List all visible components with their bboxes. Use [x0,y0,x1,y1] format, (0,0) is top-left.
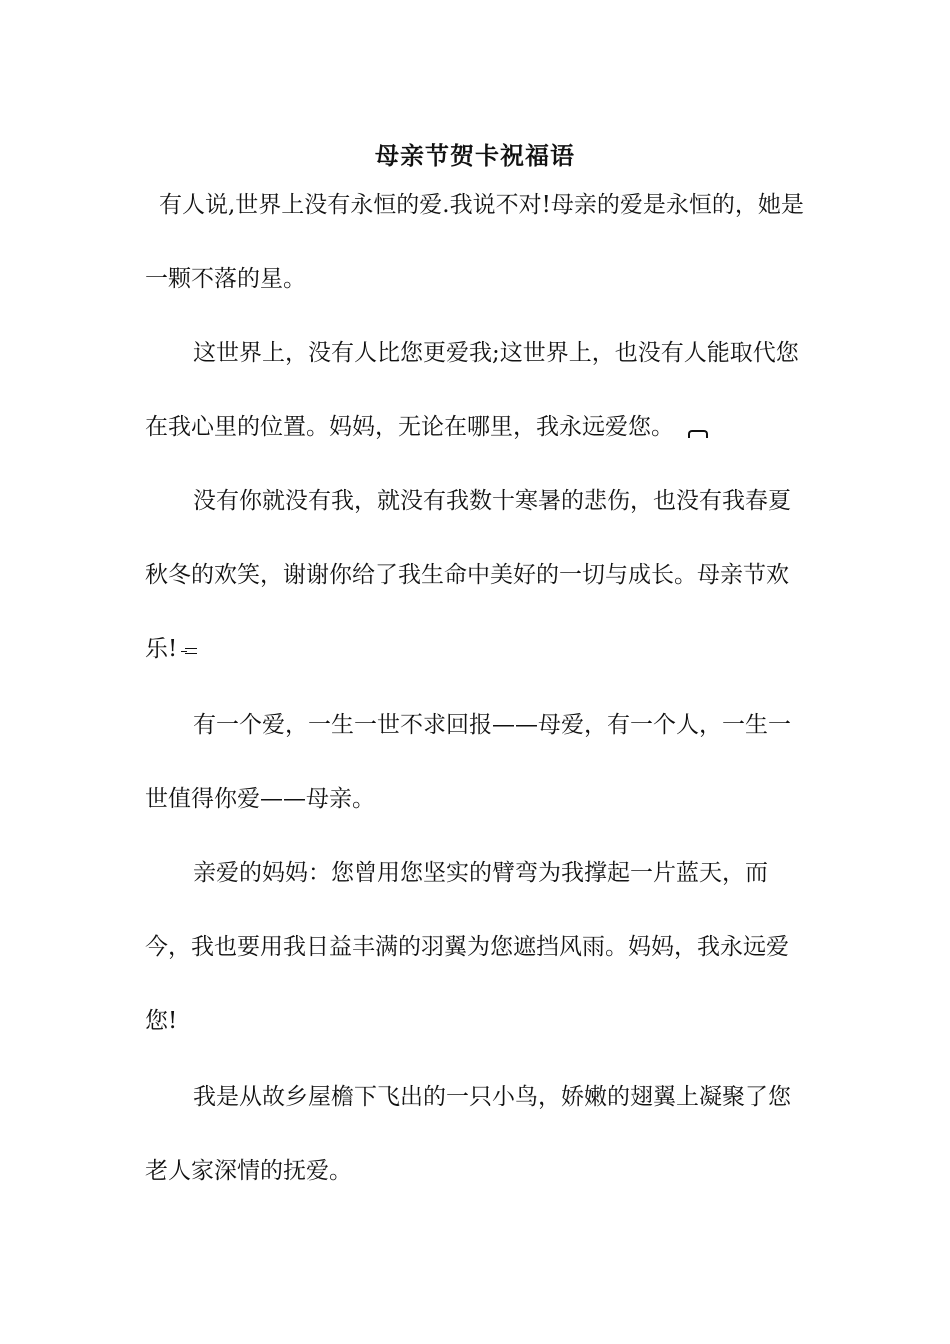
paragraph-3-text: 没有你就没有我，就没有我数十寒暑的悲伤，也没有我春夏秋冬的欢笑，谢谢你给了我生命中美好的一切与成长。母亲节欢乐! [145,488,791,662]
paragraph-5-text: 亲爱的妈妈：您曾用您坚实的臂弯为我撑起一片蓝天，而今，我也要用我日益丰满的羽翼为您遮挡风雨。妈妈，我永远爱您! [145,860,789,1034]
paragraph-4-text: 有一个爱，一生一世不求回报——母爱，有一个人，一生一世值得你爱——母亲。 [145,712,791,812]
paragraph-1 [145,168,807,316]
paragraph-3 [145,464,807,686]
paragraph-2-text: 这世界上，没有人比您更爱我;这世界上，也没有人能取代您在我心里的位置。妈妈，无论在哪里，我永远爱您。 [145,340,799,440]
paragraph-5 [145,836,807,1058]
paragraph-6-text: 我是从故乡屋檐下飞出的一只小鸟，娇嫩的翅翼上凝聚了您老人家深情的抚爱。 [145,1084,791,1184]
bracket-mark-icon [688,430,708,438]
equals-mark-icon [181,645,199,657]
paragraph-6 [145,1060,807,1208]
page-title: 母亲节贺卡祝福语 [375,141,575,170]
paragraph-1-text: 有人说,世界上没有永恒的爱.我说不对!母亲的爱是永恒的，她是一颗不落的星。 [145,192,804,292]
paragraph-4 [145,688,807,836]
paragraph-2 [145,316,807,464]
